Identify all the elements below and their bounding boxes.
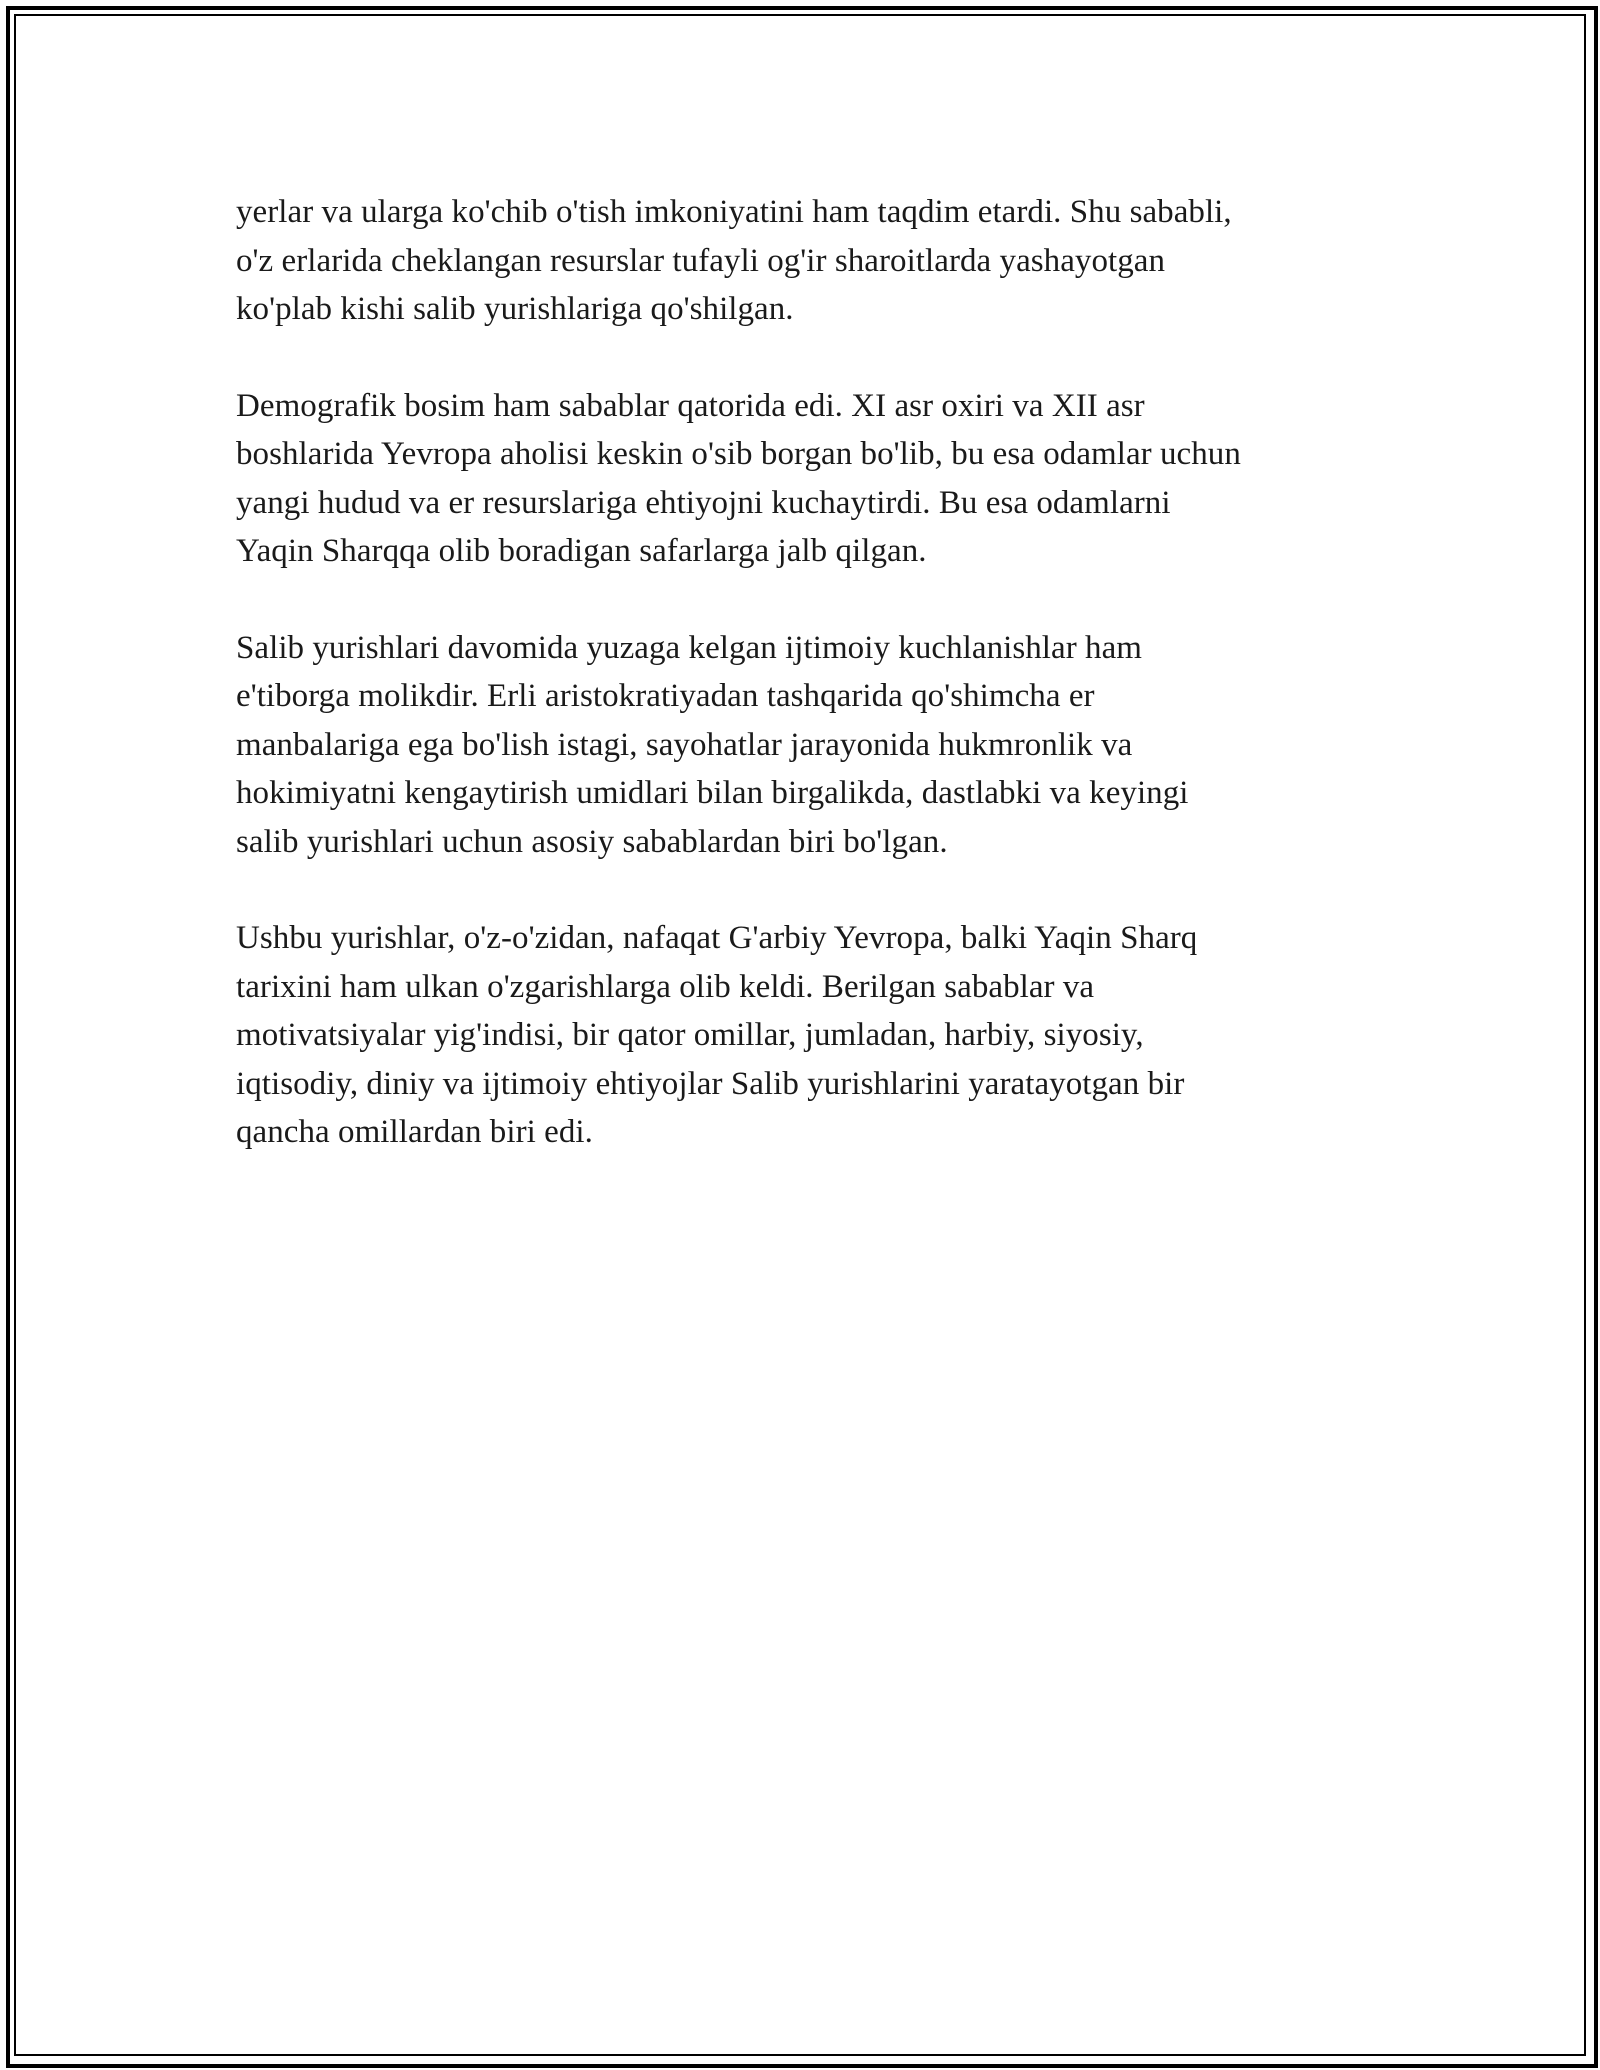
text-line: yerlar va ularga ko'chib o'tish imkoniyatini ham taqdim etardi. Shu sababli, xyxy=(236,194,1232,230)
paragraph-2 xyxy=(236,382,1386,576)
text-line: iqtisodiy, diniy va ijtimoiy ehtiyojlar Salib yurishlarini yaratayotgan bir xyxy=(236,1065,1185,1102)
text-line: e'tiborga molikdir. Erli aristokratiyadan tashqarida qo'shimcha er xyxy=(236,678,1095,714)
paragraph-1 xyxy=(236,188,1386,334)
text-line: Yaqin Sharqqa olib boradigan safarlarga jalb qilgan. xyxy=(236,533,927,569)
text-line: yangi hudud va er resurslariga ehtiyojni kuchaytirdi. Bu esa odamlarni xyxy=(236,484,1171,521)
text-line: boshlarida Yevropa aholisi keskin o'sib borgan bo'lib, bu esa odamlar uchun xyxy=(236,436,1241,472)
text-line: Demografik bosim ham sabablar qatorida edi. XI asr oxiri va XII asr xyxy=(236,387,1145,424)
text-line: tarixini ham ulkan o'zgarishlarga olib keldi. Berilgan sabablar va xyxy=(236,968,1095,1005)
paragraph-4 xyxy=(236,914,1386,1157)
document-body xyxy=(236,188,1386,1205)
paragraph-3 xyxy=(236,624,1386,867)
text-line: qancha omillardan biri edi. xyxy=(236,1114,593,1150)
text-line: salib yurishlari uchun asosiy sabablardan biri bo'lgan. xyxy=(236,823,948,860)
text-line: hokimiyatni kengaytirish umidlari bilan birgalikda, dastlabki va keyingi xyxy=(236,775,1189,811)
text-line: Salib yurishlari davomida yuzaga kelgan ijtimoiy kuchlanishlar ham xyxy=(236,629,1142,666)
text-line: ko'plab kishi salib yurishlariga qo'shilgan. xyxy=(236,291,794,327)
text-line: manbalariga ega bo'lish istagi, sayohatlar jarayonida hukmronlik va xyxy=(236,726,1133,763)
text-line: o'z erlarida cheklangan resurslar tufayli og'ir sharoitlarda yashayotgan xyxy=(236,242,1166,279)
text-line: motivatsiyalar yig'indisi, bir qator omillar, jumladan, harbiy, siyosiy, xyxy=(236,1017,1144,1053)
text-line: Ushbu yurishlar, o'z-o'zidan, nafaqat G'arbiy Yevropa, balki Yaqin Sharq xyxy=(236,920,1198,956)
